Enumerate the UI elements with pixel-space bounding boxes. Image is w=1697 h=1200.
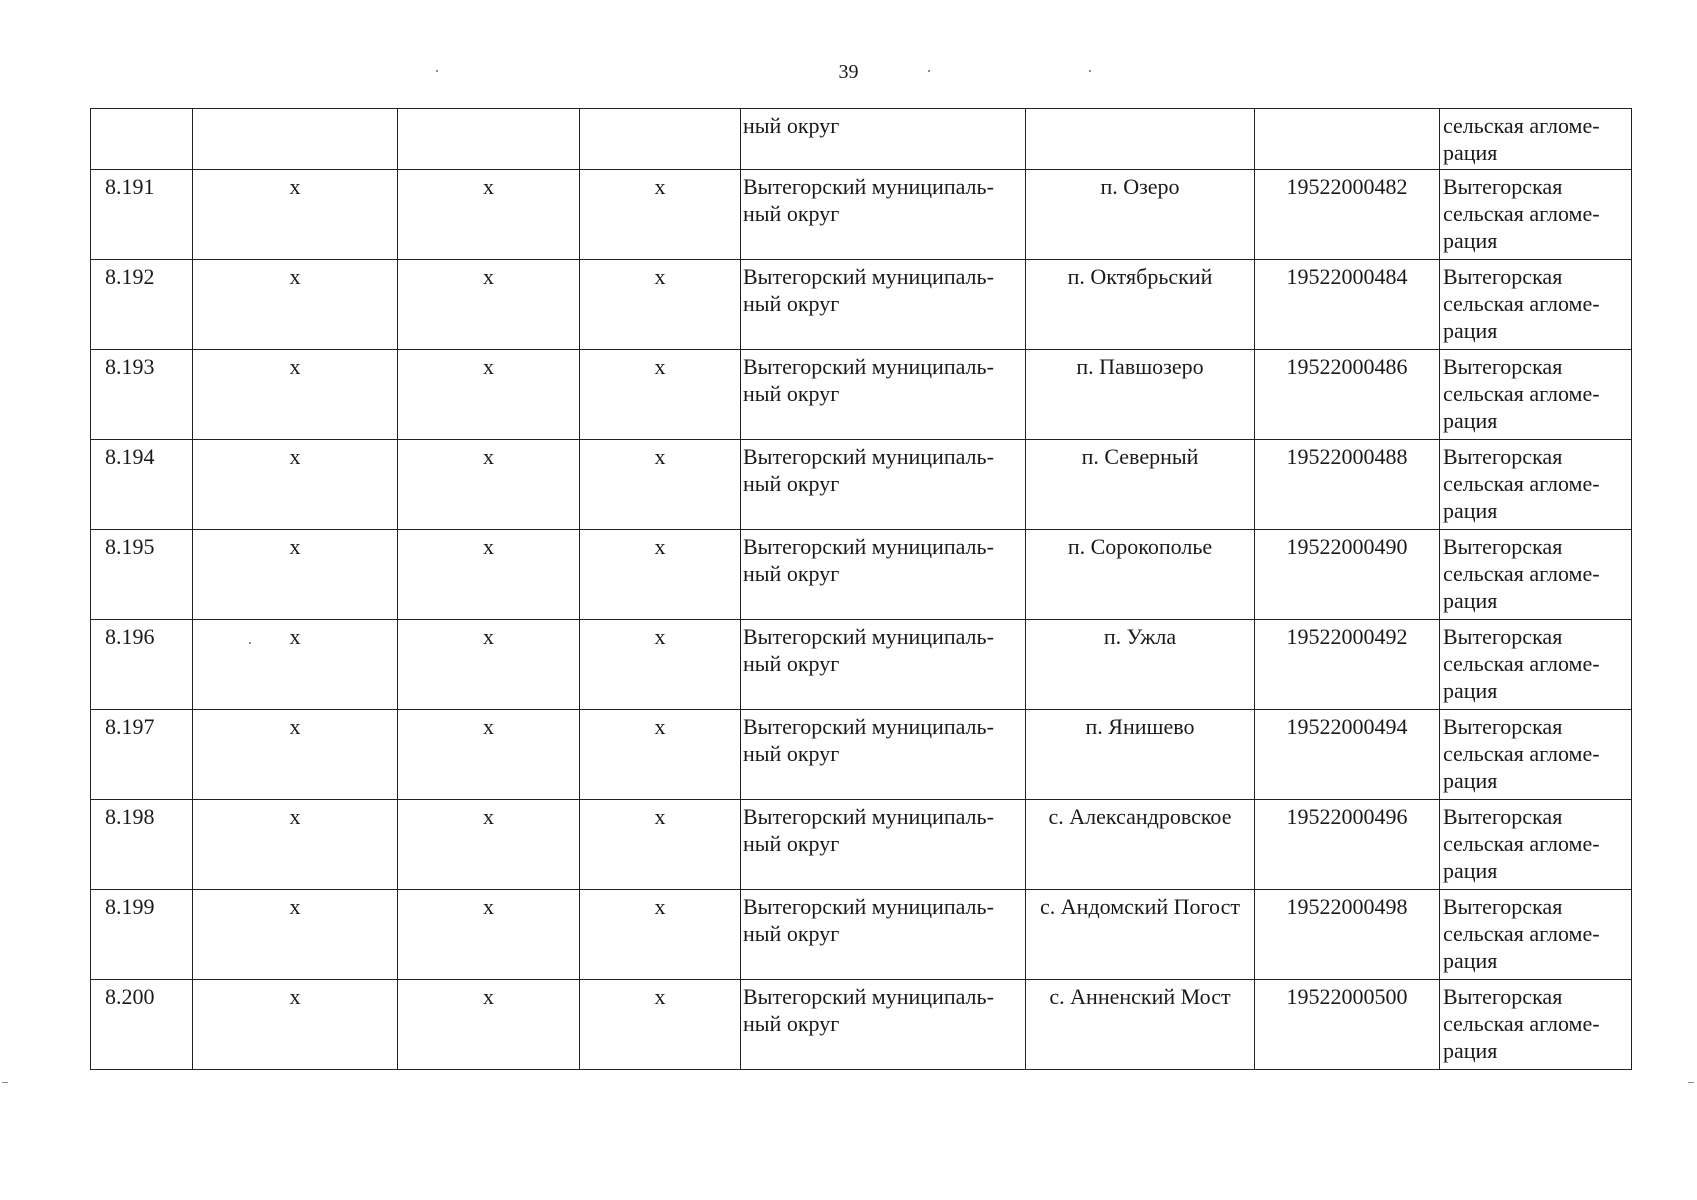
table-cell [1255, 710, 1440, 800]
table-cell [193, 440, 398, 530]
row-number: 8.193 [105, 354, 155, 379]
column-2-mark: х [289, 984, 301, 1009]
settlement-name: с. Андомский Погост [1040, 894, 1240, 919]
table-cell [91, 980, 193, 1070]
settlements-table [90, 108, 1632, 1070]
district-text: Вытегорский муниципаль- ный округ [743, 264, 994, 316]
agglomeration-text: Вытегорская сельская агломе- рация [1443, 534, 1600, 613]
table-row [91, 260, 1632, 350]
settlement-name: п. Озеро [1100, 174, 1180, 199]
row-number: 8.191 [105, 174, 155, 199]
table-cell [741, 890, 1026, 980]
agglomeration-text: Вытегорская сельская агломе- рация [1443, 174, 1600, 253]
settlement-name: п. Павшозеро [1076, 354, 1204, 379]
table-row [91, 710, 1632, 800]
table-cell [1026, 350, 1255, 440]
column-4-mark: х [654, 714, 666, 739]
table-cell [91, 170, 193, 260]
table-cell [1255, 170, 1440, 260]
table-cell [1255, 800, 1440, 890]
table-cell [1440, 260, 1632, 350]
column-4-mark: х [654, 894, 666, 919]
cell-district [741, 109, 1026, 170]
oktmo-code: 19522000488 [1286, 444, 1408, 469]
agglomeration-text: Вытегорская сельская агломе- рация [1443, 714, 1600, 793]
row-number: 8.192 [105, 264, 155, 289]
table-row [91, 620, 1632, 710]
table-cell [1026, 620, 1255, 710]
table-cell [193, 530, 398, 620]
column-2-mark: х [289, 174, 301, 199]
table-cell [1026, 260, 1255, 350]
table-cell [580, 620, 741, 710]
table-cell [1026, 800, 1255, 890]
column-2-mark: х [289, 624, 301, 649]
oktmo-code: 19522000496 [1286, 804, 1408, 829]
column-3-mark: х [483, 624, 494, 649]
row-number: 8.195 [105, 534, 155, 559]
table-cell [91, 260, 193, 350]
table-row [91, 530, 1632, 620]
page-number: 39 [838, 61, 859, 83]
column-3-mark: х [483, 264, 494, 289]
table-cell [1440, 890, 1632, 980]
row-number: 8.194 [105, 444, 155, 469]
table-cell [1255, 620, 1440, 710]
column-2-mark: х [289, 354, 301, 379]
settlement-name: п. Октябрьский [1067, 264, 1213, 289]
table-cell [1026, 980, 1255, 1070]
district-text: Вытегорский муниципаль- ный округ [743, 624, 994, 676]
table-cell [580, 530, 741, 620]
district-text: ный округ [743, 113, 840, 138]
table-cell [398, 710, 580, 800]
scan-speck [1688, 1082, 1694, 1083]
table-cell [193, 350, 398, 440]
district-text: Вытегорский муниципаль- ный округ [743, 894, 994, 946]
agglomeration-text: Вытегорская сельская агломе- рация [1443, 444, 1600, 523]
column-3-mark: х [483, 804, 494, 829]
settlement-name: п. Ужла [1103, 624, 1177, 649]
table-cell [398, 350, 580, 440]
table-body [91, 109, 1632, 1070]
scan-speck [1089, 70, 1091, 72]
table-cell [193, 890, 398, 980]
cell-c4 [580, 109, 741, 170]
column-4-mark: х [654, 984, 666, 1009]
table-cell [91, 350, 193, 440]
settlement-name: п. Северный [1081, 444, 1199, 469]
table-cell [741, 980, 1026, 1070]
table-cell [1440, 980, 1632, 1070]
column-4-mark: х [654, 264, 666, 289]
column-4-mark: х [654, 624, 666, 649]
column-3-mark: х [483, 534, 494, 559]
table-cell [580, 890, 741, 980]
column-2-mark: х [289, 714, 301, 739]
column-3-mark: х [483, 984, 494, 1009]
agglomeration-text: Вытегорская сельская агломе- рация [1443, 984, 1600, 1063]
table-cell [580, 260, 741, 350]
table-row [91, 350, 1632, 440]
cell-agglomeration [1440, 109, 1632, 170]
table-cell [741, 620, 1026, 710]
table-cell [1255, 530, 1440, 620]
table-cell [1440, 710, 1632, 800]
oktmo-code: 19522000482 [1286, 174, 1408, 199]
row-number: 8.196 [105, 624, 155, 649]
column-2-mark: х [289, 804, 301, 829]
table-row [91, 440, 1632, 530]
row-number: 8.199 [105, 894, 155, 919]
oktmo-code: 19522000498 [1286, 894, 1408, 919]
table-cell [741, 350, 1026, 440]
agglomeration-text: Вытегорская сельская агломе- рация [1443, 894, 1600, 973]
cell-c3 [398, 109, 580, 170]
row-number: 8.200 [105, 984, 155, 1009]
column-3-mark: х [483, 444, 494, 469]
table-cell [741, 530, 1026, 620]
table-cell [580, 440, 741, 530]
table-cell [398, 170, 580, 260]
table-cell [580, 710, 741, 800]
table-row-continuation [91, 109, 1632, 170]
column-3-mark: х [483, 894, 494, 919]
cell-place [1026, 109, 1255, 170]
table-row [91, 800, 1632, 890]
district-text: Вытегорский муниципаль- ный округ [743, 354, 994, 406]
cell-c2 [193, 109, 398, 170]
table-cell [91, 620, 193, 710]
agglomeration-text: Вытегорская сельская агломе- рация [1443, 624, 1600, 703]
table-cell [193, 800, 398, 890]
district-text: Вытегорский муниципаль- ный округ [743, 444, 994, 496]
table-cell [398, 890, 580, 980]
table-cell [1440, 440, 1632, 530]
table-row [91, 890, 1632, 980]
table-cell [580, 980, 741, 1070]
table-cell [91, 530, 193, 620]
table-cell [398, 620, 580, 710]
table-cell [398, 980, 580, 1070]
table-cell [1026, 890, 1255, 980]
table-cell [1255, 890, 1440, 980]
agglomeration-text: сельская агломе- рация [1443, 113, 1600, 165]
table-cell [741, 170, 1026, 260]
table-cell [1026, 440, 1255, 530]
column-2-mark: х [289, 444, 301, 469]
table-cell [1440, 620, 1632, 710]
scan-speck [928, 70, 930, 72]
table-cell [398, 260, 580, 350]
table-cell [1026, 530, 1255, 620]
oktmo-code: 19522000484 [1286, 264, 1408, 289]
table-cell [91, 800, 193, 890]
oktmo-code: 19522000486 [1286, 354, 1408, 379]
row-number: 8.198 [105, 804, 155, 829]
district-text: Вытегорский муниципаль- ный округ [743, 714, 994, 766]
agglomeration-text: Вытегорская сельская агломе- рация [1443, 804, 1600, 883]
table-cell [1255, 980, 1440, 1070]
oktmo-code: 19522000500 [1286, 984, 1408, 1009]
table-cell [741, 800, 1026, 890]
table-cell [1026, 170, 1255, 260]
table-cell [1440, 800, 1632, 890]
table-cell [1255, 260, 1440, 350]
table-cell [193, 710, 398, 800]
scan-speck [2, 1082, 8, 1083]
column-4-mark: х [654, 534, 666, 559]
scan-speck [436, 70, 438, 72]
table-cell [1440, 350, 1632, 440]
district-text: Вытегорский муниципаль- ный округ [743, 804, 994, 856]
table-cell [193, 620, 398, 710]
table-cell [1440, 170, 1632, 260]
table-cell [741, 260, 1026, 350]
oktmo-code: 19522000492 [1286, 624, 1408, 649]
table-cell [1255, 350, 1440, 440]
cell-num [91, 109, 193, 170]
agglomeration-text: Вытегорская сельская агломе- рация [1443, 264, 1600, 343]
table-cell [741, 440, 1026, 530]
settlement-name: п. Янишево [1085, 714, 1195, 739]
table-cell [580, 800, 741, 890]
table-cell [1026, 710, 1255, 800]
column-4-mark: х [654, 804, 666, 829]
oktmo-code: 19522000490 [1286, 534, 1408, 559]
table-cell [1255, 440, 1440, 530]
column-4-mark: х [654, 354, 666, 379]
table-cell [580, 170, 741, 260]
oktmo-code: 19522000494 [1286, 714, 1408, 739]
table-cell [91, 710, 193, 800]
district-text: Вытегорский муниципаль- ный округ [743, 984, 994, 1036]
table-cell [193, 170, 398, 260]
table-cell [741, 710, 1026, 800]
agglomeration-text: Вытегорская сельская агломе- рация [1443, 354, 1600, 433]
column-2-mark: х [289, 894, 301, 919]
table-cell [580, 350, 741, 440]
table-cell [193, 260, 398, 350]
column-2-mark: х [289, 264, 301, 289]
district-text: Вытегорский муниципаль- ный округ [743, 174, 994, 226]
column-4-mark: х [654, 444, 666, 469]
column-3-mark: х [483, 714, 494, 739]
district-text: Вытегорский муниципаль- ный округ [743, 534, 994, 586]
row-number: 8.197 [105, 714, 155, 739]
table-cell [398, 800, 580, 890]
column-3-mark: х [483, 354, 494, 379]
table-row [91, 980, 1632, 1070]
settlement-name: с. Александровское [1048, 804, 1232, 829]
settlement-name: п. Сорокополье [1067, 534, 1213, 559]
column-3-mark: х [483, 174, 494, 199]
table-cell [91, 440, 193, 530]
table-cell [91, 890, 193, 980]
settlement-name: с. Анненский Мост [1049, 984, 1231, 1009]
table-row [91, 170, 1632, 260]
column-4-mark: х [654, 174, 666, 199]
table-cell [1440, 530, 1632, 620]
column-2-mark: х [289, 534, 301, 559]
table-cell [398, 440, 580, 530]
table-cell [398, 530, 580, 620]
cell-code [1255, 109, 1440, 170]
table-cell [193, 980, 398, 1070]
